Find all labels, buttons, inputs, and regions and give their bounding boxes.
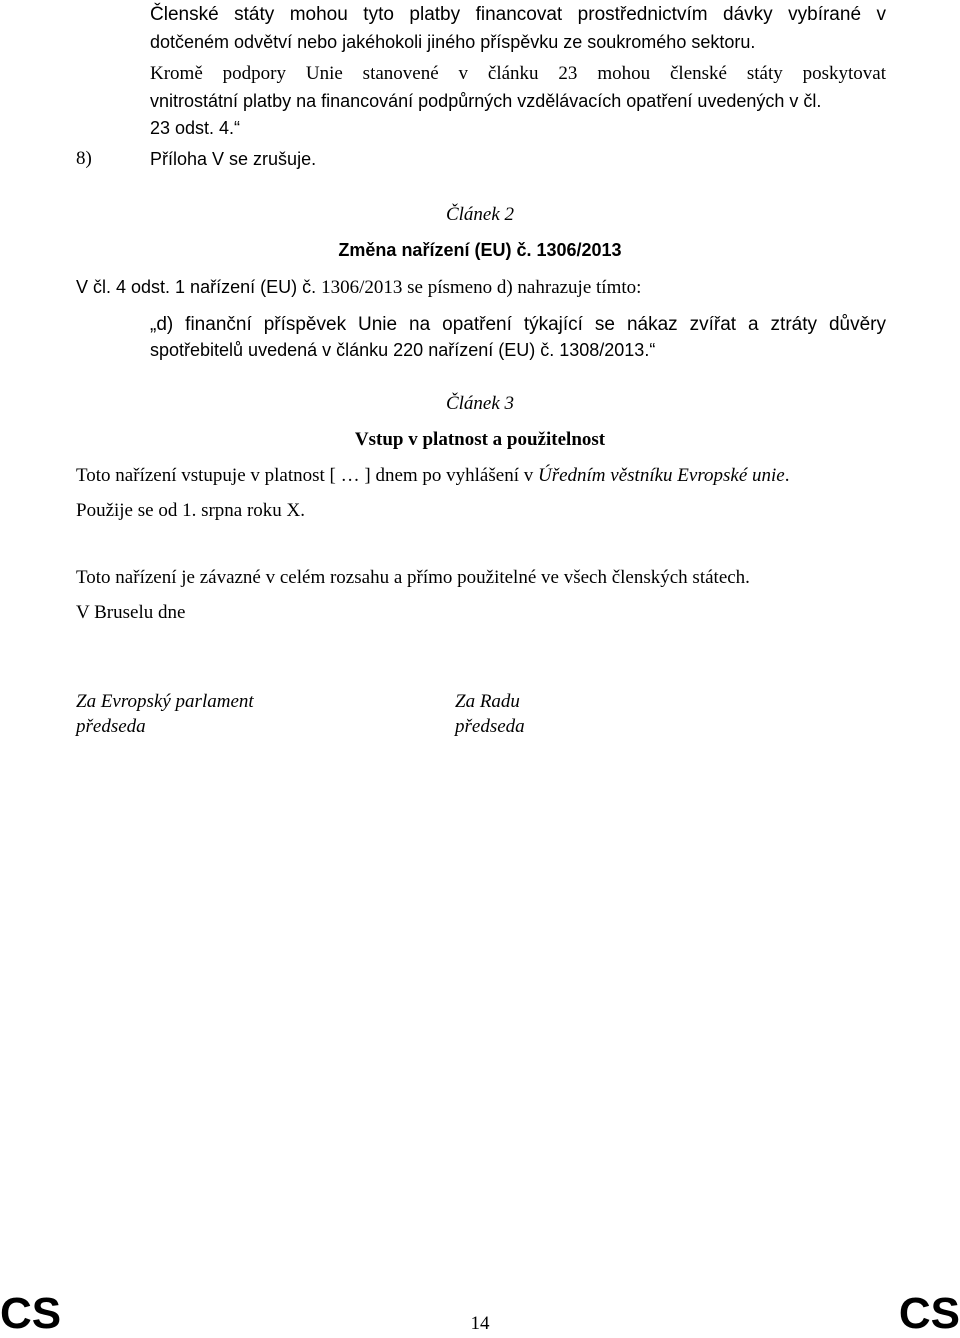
article-heading: Článek 2 <box>445 204 515 225</box>
article-title: Vstup v platnost a použitelnost <box>354 429 606 450</box>
paragraph-line: Členské státy mohou tyto platby financovat prostřednictvím dávky vybírané v <box>150 4 886 25</box>
quoted-amendment-line: spotřebitelů uvedená v článku 220 nařízení (EU) č. 1308/2013.“ <box>150 340 656 360</box>
article-intro-part: 1306/2013 se písmeno d) nahrazuje tímto: <box>321 277 642 298</box>
applicability-text: Použije se od 1. srpna roku X. <box>76 500 306 521</box>
signature-role-parliament: předseda <box>76 716 146 737</box>
footer-language-left: CS <box>0 1289 62 1338</box>
signature-role-council: předseda <box>455 716 525 737</box>
paragraph-line: dotčeném odvětví nebo jakéhokoli jiného příspěvku ze soukromého sektoru. <box>150 32 756 52</box>
article-text-part: Toto nařízení vstupuje v platnost [ … ] dnem po vyhlášení v <box>76 465 538 486</box>
article-intro-part: V čl. 4 odst. 1 nařízení (EU) č. <box>76 277 317 297</box>
signature-label-council: Za Radu <box>455 691 520 712</box>
paragraph-line: vnitrostátní platby na financování podpůrných vzdělávacích opatření uvedených v čl. <box>150 91 822 111</box>
list-number: 8) <box>76 148 92 169</box>
article-heading: Článek 3 <box>445 393 515 414</box>
footer-language-right: CS <box>898 1289 960 1338</box>
binding-statement: Toto nařízení je závazné v celém rozsahu a přímo použitelné ve všech členských státech. <box>76 567 750 588</box>
article-text <box>76 464 789 488</box>
quoted-amendment-line: „d) finanční příspěvek Unie na opatření týkající se nákaz zvířat a ztráty důvěry <box>150 314 886 335</box>
paragraph-line: 23 odst. 4.“ <box>150 118 241 138</box>
place-date: V Bruselu dne <box>76 602 186 623</box>
journal-title: Úředním věstníku Evropské unie <box>537 465 785 486</box>
article-title: Změna nařízení (EU) č. 1306/2013 <box>338 240 622 260</box>
page-number: 14 <box>470 1313 490 1334</box>
article-text-part: . <box>784 465 790 486</box>
signature-label-parliament: Za Evropský parlament <box>76 691 254 712</box>
paragraph-line: Kromě podpory Unie stanovené v článku 23 mohou členské státy poskytovat <box>150 63 886 84</box>
list-item: Příloha V se zrušuje. <box>150 149 317 169</box>
article-intro <box>76 275 641 300</box>
